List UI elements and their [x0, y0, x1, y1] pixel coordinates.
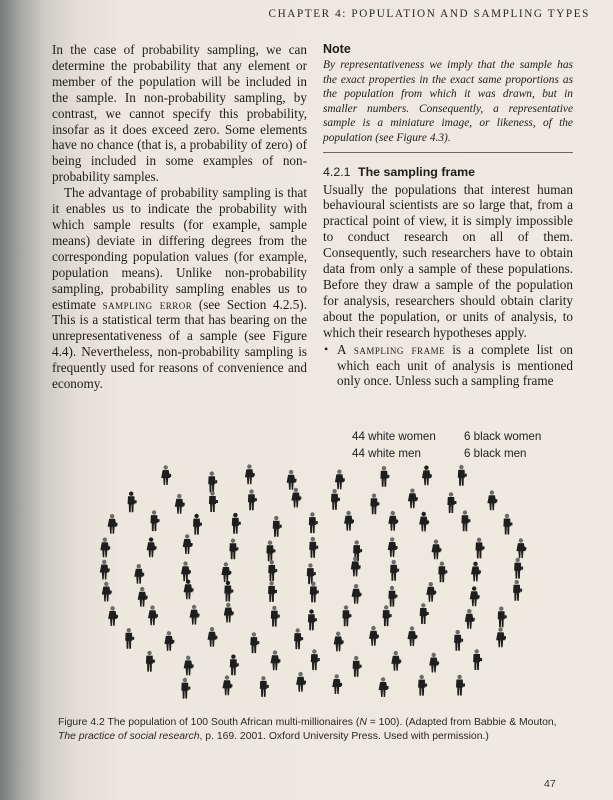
person-figure-white-woman [148, 605, 158, 625]
person-figure-black-woman [471, 562, 481, 582]
person-figure-white-man [151, 510, 160, 531]
left-paragraph-2 [52, 185, 307, 392]
person-figure-white-woman [138, 587, 148, 607]
person-figure-white-man [498, 607, 507, 628]
section-paragraph: Usually the populations that interest human behavioural scientists are so large that, from a practical point of view, it is simply impossible to conduct research on all of them. Consequently, such researchers have to obtain data from only a sample of these populations. Before they draw a sample of the population for analysis, researchers should obtain clarity about the population, or units of analysis, to which their research hypotheses apply. [323, 181, 573, 340]
person-figure-white-man [458, 465, 467, 486]
person-figure-black-woman [419, 512, 429, 532]
legend-white-women: 44 white women [352, 430, 436, 443]
person-figure-white-man [209, 491, 218, 512]
person-figure-black-man [224, 581, 233, 602]
caption-n-value: = 100). (Adapted from Babbie & Mouton, [366, 717, 557, 728]
person-figure-white-man [310, 582, 319, 603]
person-figure-white-woman [245, 464, 255, 484]
section-heading [323, 165, 573, 179]
bullet-text: is a complete list on which each unit of analysis is mentioned only once. Unless such a sampling frame [337, 341, 574, 389]
person-figure-white-man [181, 678, 190, 699]
person-figure-white-man [503, 514, 512, 535]
person-figure-white-woman [208, 627, 218, 647]
person-figure-white-man [342, 605, 351, 626]
person-figure-white-woman [190, 605, 200, 625]
person-figure-white-woman [224, 603, 234, 623]
person-figure-white-man [307, 563, 316, 584]
caption-end: , p. 169. 2001. Oxford University Press. Used with permission.) [199, 731, 489, 742]
person-figure-white-woman [291, 488, 301, 508]
person-figure-white-man [309, 512, 318, 533]
person-figure-white-man [309, 537, 318, 558]
person-figure-white-man [456, 675, 465, 696]
running-head: CHAPTER 4: POPULATION AND SAMPLING TYPES [268, 8, 590, 20]
person-figure-white-woman [161, 465, 171, 485]
person-figure-white-man [268, 581, 277, 602]
person-figure-white-woman [102, 582, 112, 602]
person-figure-black-man [128, 492, 137, 513]
person-figure-white-woman [221, 562, 231, 582]
person-figure-black-man [193, 514, 202, 535]
person-figure-white-woman [271, 650, 281, 670]
person-figure-white-man [476, 538, 485, 559]
person-figure-white-man [250, 632, 259, 653]
person-figure-white-woman [516, 538, 526, 558]
person-figure-white-man [383, 605, 392, 626]
person-figure-white-woman [100, 560, 110, 580]
person-figure-white-man [294, 628, 303, 649]
person-figure-white-man [390, 560, 399, 581]
left-paragraph-2-end: (see Section 4.2.5). This is a statistical term that has bearing on the unrepresentativeness of a sample (see Figure 4.4). Nevertheless, non-probability sampling is frequently used for reasons of convenience and economy. [52, 296, 307, 392]
person-figure-white-man [454, 630, 463, 651]
person-figure-black-man [232, 513, 241, 534]
person-figure-white-woman [388, 537, 398, 557]
person-figure-white-woman [134, 564, 144, 584]
person-figure-white-man [418, 675, 427, 696]
caption-n-variable: N [359, 717, 367, 728]
person-figure-white-woman [334, 632, 344, 652]
person-figure-black-man [308, 609, 317, 630]
person-figure-white-man [438, 562, 447, 583]
person-figure-black-man [230, 655, 239, 676]
person-figure-white-man [388, 586, 397, 607]
population-figure [96, 460, 528, 705]
person-figure-white-man [461, 510, 470, 531]
person-figure-white-man [447, 492, 456, 513]
person-figure-white-woman [432, 540, 442, 560]
person-figure-white-woman [379, 677, 389, 697]
person-figure-white-woman [287, 470, 297, 490]
figure-caption [58, 716, 558, 744]
person-figure-white-man [271, 606, 280, 627]
note-text: By representativeness we imply that the sample has the exact properties in the exact same proportions as the population from which it was drawn, but in smaller numbers. Consequently, a representative sample is a miniature image, or likeness, of the population (see Figure 4.3). [323, 58, 573, 153]
person-figure-white-man [260, 676, 269, 697]
person-figure-white-man [266, 541, 275, 562]
person-figure-white-man [473, 649, 482, 670]
person-figure-white-man [370, 494, 379, 515]
person-figure-white-man [513, 580, 522, 601]
person-figure-white-woman [388, 511, 398, 531]
legend-row-women [352, 428, 541, 445]
left-paragraph-1: In the case of probability sampling, we can determine the probability that any element or member of the population will be included in the sample. In non-probability sampling, by contrast, we cannot specify this probability, insofar as it does exceed zero. Some elements have no chance (that is, a probability of zero) of being included in some examples of non-probability samples. [52, 42, 307, 185]
section-title: The sampling frame [358, 164, 476, 179]
person-figure-white-woman [465, 609, 475, 629]
person-figure-white-man [229, 539, 238, 560]
person-figure-white-man [380, 466, 389, 487]
person-figure-white-man [353, 656, 362, 677]
caption-start: Figure 4.2 The population of 100 South African multi-millionaires ( [58, 717, 360, 728]
left-column [52, 42, 307, 392]
person-figure-white-man [514, 558, 523, 579]
person-figure-black-woman [147, 537, 157, 557]
person-figure-white-woman [344, 511, 354, 531]
person-figure-white-woman [332, 674, 342, 694]
person-figure-white-woman [335, 470, 345, 490]
person-figure-white-man [146, 651, 155, 672]
person-figure-white-woman [496, 627, 506, 647]
figure-legend [352, 428, 541, 462]
person-figure-white-woman [223, 675, 233, 695]
person-figure-white-man [331, 489, 340, 510]
person-figure-white-woman [351, 557, 361, 577]
legend-black-men: 6 black men [464, 447, 527, 460]
person-figure-white-man [268, 560, 277, 581]
person-figure-white-woman [175, 494, 185, 514]
person-figure-black-woman [422, 466, 432, 486]
person-figure-white-woman [408, 489, 418, 509]
legend-black-women: 6 black women [464, 430, 542, 443]
person-figure-white-woman [408, 626, 418, 646]
right-column [323, 42, 573, 389]
population-illustration [96, 460, 528, 705]
person-figure-white-woman [183, 534, 193, 554]
person-figure-white-woman [426, 582, 436, 602]
person-figure-white-woman [164, 631, 174, 651]
person-figure-white-woman [108, 606, 118, 626]
person-figure-white-woman [296, 672, 306, 692]
caption-book-title: The practice of social research [58, 731, 200, 742]
person-figure-black-woman [184, 580, 194, 600]
person-figure-white-man [125, 628, 134, 649]
legend-white-men: 44 white men [352, 447, 421, 460]
person-figure-white-woman [184, 656, 194, 676]
bullet-marker: • [324, 341, 329, 356]
person-figure-white-woman [429, 653, 439, 673]
person-figure-white-man [248, 489, 257, 510]
note-heading: Note [323, 42, 351, 56]
person-figure-white-woman [108, 514, 118, 534]
person-figure-white-woman [352, 584, 362, 604]
person-figure-white-man [311, 649, 320, 670]
person-figure-white-woman [100, 538, 110, 558]
bullet-sampling-frame [323, 342, 573, 390]
person-figure-white-woman [391, 651, 401, 671]
person-figure-white-man [273, 516, 282, 537]
person-figure-white-woman [369, 626, 379, 646]
section-number: 4.2.1 [323, 164, 351, 179]
person-figure-black-woman [470, 586, 480, 606]
page-number: 47 [544, 778, 556, 790]
sampling-error-term: sampling error [102, 296, 193, 312]
person-figure-white-man [208, 471, 217, 492]
left-paragraph-2-start: The advantage of probability sampling is that it enables us to indicate the probability with which sample results (for example, sample means) deviate in differing degrees from the corresponding population values (for example, population means). Unlike non-probability sampling, probability sampling enables us to estimate [52, 185, 307, 312]
person-figure-white-woman [487, 490, 497, 510]
person-figure-white-man [420, 603, 429, 624]
person-figure-white-woman [181, 561, 191, 581]
note-box [323, 42, 573, 153]
sampling-frame-term: A sampling frame [337, 341, 446, 357]
